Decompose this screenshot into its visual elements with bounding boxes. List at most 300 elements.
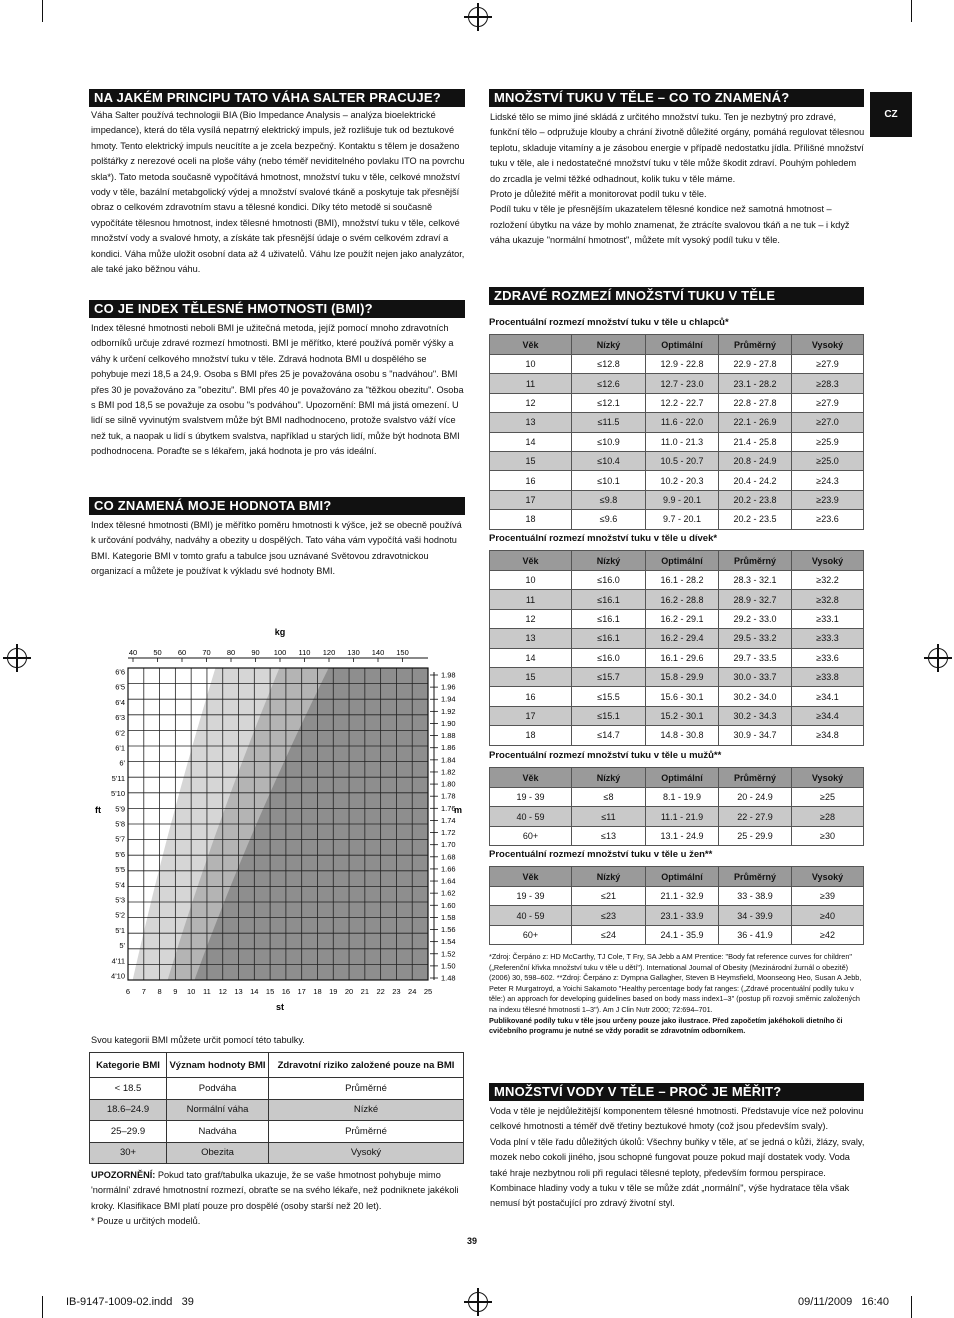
water-paragraph: Voda v těle je nejdůležitější komponentem tělesné hmotnosti. Představuje více než polovinu celkové hmotnosti a téměř dvě třetiny beztukové hmoty (což jsou především svaly).	[490, 1106, 864, 1132]
m-tick-label: 1.92	[441, 706, 456, 716]
table-cell: 30.2 - 34.3	[719, 706, 792, 725]
table-cell: 13	[490, 413, 572, 432]
table-cell: 29.5 - 33.2	[719, 629, 792, 648]
water-paragraph: Voda plní v těle řadu důležitých úkolů: Všechny buňky v těle, ať se jedná o kůži, žlázy, svaly, mozek nebo cokoli jiného, jsou schopné fungovat pouze pokud mají dostatek vody. Voda také hraje nezbytnou roli při regulaci tělesné teploty, především formou perspirace. Kombinace hladiny vody a tuku v těle se může zdát „normální", výše hydratace těla však nemusí být postačující pro zdravý životní styl.	[490, 1136, 865, 1209]
fat-table-header: Nízký	[572, 768, 646, 788]
table-cell: 22.9 - 27.8	[719, 355, 792, 374]
st-tick-label: 15	[265, 987, 275, 996]
fat-table-header: Optimální	[646, 867, 719, 887]
table-row	[90, 1142, 464, 1164]
fat-meaning-paragraph: Lidské tělo se mimo jiné skládá z určitého množství tuku. Ten je nezbytný pro zdravé, funkční tělo – odpružuje klouby a chrání životně důležité orgány, pomáhá regulovat tělesnou teplotu, skladuje vitamíny a je zásobou energie v případě nedostatku jídla. Přílišné množství tuku v těle, ale i nedostatečné množství tuku v těle může škodit zdraví. Pouhým pohledem do zrcadla je velmi těžké odhadnout, kolik tuku v těle máme.	[490, 112, 865, 184]
table-cell: ≥28	[792, 807, 864, 826]
fat-table-header: Vysoký	[792, 768, 864, 788]
table-cell: ≥23.9	[792, 490, 864, 509]
table-cell: 18	[490, 510, 572, 529]
page-number: 39	[467, 1236, 478, 1246]
ft-tick-label: 6'5	[115, 682, 125, 692]
ft-axis-title: ft	[95, 805, 101, 815]
table-cell: Průměrné	[269, 1078, 464, 1100]
section-title-my-bmi: CO ZNAMENÁ MOJE HODNOTA BMI?	[89, 497, 465, 515]
fat-table-header: Věk	[490, 551, 572, 571]
fat-table-header: Průměrný	[719, 867, 792, 887]
table-cell: 22.8 - 27.8	[719, 393, 792, 412]
table-cell: 30+	[90, 1142, 167, 1164]
table-cell: 22.1 - 26.9	[719, 413, 792, 432]
crop-mark	[42, 1296, 43, 1318]
table-cell: 18.6–24.9	[90, 1099, 167, 1121]
table-cell: Nízké	[269, 1099, 464, 1121]
table-cell: 8.1 - 19.9	[646, 788, 719, 807]
table-cell: 11	[490, 374, 572, 393]
bmi-table-intro: Svou kategorii BMI můžete určit pomocí této tabulky.	[91, 1035, 305, 1045]
table-cell: 29.7 - 33.5	[719, 648, 792, 667]
table-cell: 15.8 - 29.9	[646, 667, 719, 686]
table-cell: 17	[490, 706, 572, 725]
table-cell: 23.1 - 28.2	[719, 374, 792, 393]
st-tick-label: 21	[360, 987, 370, 996]
kg-tick-label: 150	[396, 648, 409, 657]
table-cell: 13	[490, 629, 572, 648]
ft-tick-label: 5'7	[115, 834, 125, 844]
kg-tick-label: 50	[153, 648, 162, 657]
table-row	[490, 393, 864, 412]
m-tick-label: 1.54	[441, 937, 456, 947]
table-cell: 9.9 - 20.1	[646, 490, 719, 509]
table-cell: 10.2 - 20.3	[646, 471, 719, 490]
m-tick-label: 1.64	[441, 876, 456, 886]
table-cell: 16.1 - 28.2	[646, 571, 719, 590]
ft-tick-label: 6'1	[115, 743, 125, 753]
table-row	[490, 451, 864, 470]
m-tick-label: 1.96	[441, 682, 456, 692]
table-cell: ≥39	[792, 887, 864, 906]
table-cell: 25 - 29.9	[719, 826, 792, 845]
table-cell: 12.9 - 22.8	[646, 355, 719, 374]
fat-table-header: Nízký	[572, 551, 646, 571]
table-cell: ≤15.7	[572, 667, 646, 686]
ft-tick-label: 4'11	[111, 956, 125, 966]
table-cell: 14	[490, 648, 572, 667]
table-row	[490, 887, 864, 906]
table-cell: ≥33.3	[792, 629, 864, 648]
table-cell: ≤16.1	[572, 609, 646, 628]
table-cell: ≤12.6	[572, 374, 646, 393]
women-fat-table	[489, 866, 864, 945]
table-cell: Normální váha	[167, 1099, 269, 1121]
ft-tick-label: 5'3	[115, 895, 125, 905]
water-text	[490, 1104, 866, 1212]
table-cell: 13.1 - 24.9	[646, 826, 719, 845]
table-cell: ≥32.2	[792, 571, 864, 590]
fat-table-header: Optimální	[646, 335, 719, 355]
m-tick-label: 1.84	[441, 755, 456, 765]
fat-table-header: Věk	[490, 335, 572, 355]
section-title-bmi-index: CO JE INDEX TĚLESNÉ HMOTNOSTI (BMI)?	[89, 300, 465, 318]
table-cell: 22 - 27.9	[719, 807, 792, 826]
ft-tick-label: 6'2	[115, 728, 125, 738]
st-tick-label: 18	[313, 987, 322, 996]
table-cell: ≤8	[572, 788, 646, 807]
m-tick-label: 1.86	[441, 743, 456, 753]
table-row	[90, 1121, 464, 1143]
table-cell: 14.8 - 30.8	[646, 726, 719, 745]
table-cell: ≥33.8	[792, 667, 864, 686]
m-tick-label: 1.48	[441, 973, 456, 983]
warning-body: Pokud tato graf/tabulka ukazuje, že se vaše hmotnost pohybuje mimo 'normální' zdravé hmotnostní rozmezí, obraťte se na svého lékaře, než podniknete jakékoli kroky. Klasifikace BMI platí pouze pro dospělé (osoby starší než 20 let).	[91, 1170, 459, 1211]
fat-table-header: Věk	[490, 867, 572, 887]
table-cell: 20.4 - 24.2	[719, 471, 792, 490]
section-title-fat-ranges: ZDRAVÉ ROZMEZÍ MNOŽSTVÍ TUKU V TĚLE	[489, 287, 864, 305]
table-row	[90, 1078, 464, 1100]
men-table-caption: Procentuální rozmezí množství tuku v těle u mužů**	[489, 750, 722, 761]
table-cell: 12	[490, 609, 572, 628]
table-cell: 34 - 39.9	[719, 906, 792, 925]
m-tick-label: 1.52	[441, 949, 456, 959]
boys-fat-table	[489, 334, 864, 530]
model-note: * Pouze u určitých modelů.	[91, 1216, 201, 1227]
language-tab: CZ	[870, 92, 912, 137]
bmi-index-text: Index tělesné hmotnosti neboli BMI je užitečná metoda, jejíž pomocí mnoho zdravotních odborníků určuje zdravé rozmezí hmotnosti. BMI je měřítko, které používá poměr výšky a váhy k určení celkového množství tuku v těle. Zdravá hodnota BMI u dospělého se pohybuje mezi 18,5 a 24,9. Osoba s BMI přes 25 je považována osobu s "nadváhou". BMI přes 30 je považováno za "obezitu". BMI přes 40 je považováno za "těžkou obezitu". Osoba s BMI pod 18,5 se považuje za osobu "s podváhou". Upozornění: BMI má jistá omezení. U lidí se silně vyvinutým svalstvem může být BMI nadhodnoceno, protože svalstvo váží více než tuk, a naopak u lidí s úbytkem svalstva, například u starých lidí, může být hodnota BMI podhodnocena. Poraďte se s lékařem, jaká hodnota je pro vás ideální.	[91, 323, 464, 457]
table-cell: ≥23.6	[792, 510, 864, 529]
table-cell: ≤16.1	[572, 590, 646, 609]
m-tick-label: 1.76	[441, 803, 456, 813]
table-cell: 10	[490, 355, 572, 374]
ft-tick-label: 5'4	[115, 880, 125, 890]
st-tick-label: 7	[141, 987, 146, 996]
table-cell: 29.2 - 33.0	[719, 609, 792, 628]
table-row	[490, 590, 864, 609]
table-cell: ≥25	[792, 788, 864, 807]
ft-tick-label: 4'10	[111, 971, 125, 981]
table-cell: ≤15.5	[572, 687, 646, 706]
table-cell: 40 - 59	[490, 807, 572, 826]
table-cell: Obezita	[167, 1142, 269, 1164]
table-cell: 30.9 - 34.7	[719, 726, 792, 745]
st-tick-label: 12	[218, 987, 227, 996]
fat-meaning-text	[490, 110, 866, 249]
kg-tick-label: 130	[347, 648, 360, 657]
table-row	[490, 629, 864, 648]
kg-tick-label: 80	[226, 648, 236, 657]
ft-tick-label: 5'10	[111, 789, 125, 799]
table-cell: 12	[490, 393, 572, 412]
table-cell: ≤24	[572, 925, 646, 944]
registration-mark-right	[928, 648, 948, 668]
table-cell: 15	[490, 451, 572, 470]
table-row	[490, 355, 864, 374]
table-cell: ≤11.5	[572, 413, 646, 432]
table-cell: ≤12.8	[572, 355, 646, 374]
fat-table-header: Vysoký	[792, 867, 864, 887]
table-cell: 17	[490, 490, 572, 509]
st-axis-title: st	[275, 1002, 285, 1012]
footer-datetime: 09/11/2009 16:40	[798, 1296, 889, 1308]
table-row	[490, 413, 864, 432]
table-cell: 30.0 - 33.7	[719, 667, 792, 686]
fat-table-header: Nízký	[572, 335, 646, 355]
table-cell: 24.1 - 35.9	[646, 925, 719, 944]
m-tick-label: 1.70	[441, 840, 456, 850]
table-cell: ≤21	[572, 887, 646, 906]
table-cell: 20.2 - 23.5	[719, 510, 792, 529]
table-cell: ≥27.0	[792, 413, 864, 432]
table-row	[490, 490, 864, 509]
fat-table-header: Vysoký	[792, 335, 864, 355]
fat-table-header: Optimální	[646, 551, 719, 571]
kg-tick-label: 120	[322, 648, 336, 657]
m-axis-title: m	[453, 805, 463, 815]
ft-tick-label: 6'3	[115, 713, 125, 723]
fat-table-header: Věk	[490, 768, 572, 788]
fat-meaning-paragraph: Podíl tuku v těle je přesnějším ukazatelem tělesné kondice než samotná hmotnost – rozložení úbytku na váze by mohlo znamenat, že ztrácíte svalovou tkáň a ne tuk – i když váha ukazuje "normální hmotnost", můžete mít vysoký podíl tuku v těle.	[490, 204, 850, 246]
m-tick-label: 1.68	[441, 852, 456, 862]
table-cell: < 18.5	[90, 1078, 167, 1100]
table-cell: 20.8 - 24.9	[719, 451, 792, 470]
kg-tick-label: 140	[371, 648, 385, 657]
st-tick-label: 6	[125, 987, 131, 996]
table-row	[490, 788, 864, 807]
table-row	[490, 706, 864, 725]
men-fat-table	[489, 767, 864, 846]
table-cell: 11.6 - 22.0	[646, 413, 719, 432]
table-row	[490, 807, 864, 826]
table-cell: ≥42	[792, 925, 864, 944]
fat-table-header: Optimální	[646, 768, 719, 788]
table-cell: ≥25.9	[792, 432, 864, 451]
warning-text	[91, 1168, 465, 1230]
table-row	[490, 687, 864, 706]
table-cell: ≤10.9	[572, 432, 646, 451]
table-cell: ≥24.3	[792, 471, 864, 490]
table-cell: 15	[490, 667, 572, 686]
st-tick-label: 16	[281, 987, 291, 996]
table-cell: 21.4 - 25.8	[719, 432, 792, 451]
table-cell: ≤10.1	[572, 471, 646, 490]
bmi-table-header: Zdravotní riziko založené pouze na BMI	[269, 1053, 464, 1078]
ft-tick-label: 6'6	[115, 667, 125, 677]
table-cell: 10	[490, 571, 572, 590]
table-row	[490, 432, 864, 451]
table-row	[490, 648, 864, 667]
table-cell: 28.3 - 32.1	[719, 571, 792, 590]
st-tick-label: 14	[250, 987, 259, 996]
table-cell: 30.2 - 34.0	[719, 687, 792, 706]
table-cell: Vysoký	[269, 1142, 464, 1164]
fat-table-header: Průměrný	[719, 551, 792, 571]
table-cell: 11.1 - 21.9	[646, 807, 719, 826]
my-bmi-text: Index tělesné hmotnosti (BMI) je měřítko poměru hmotnosti k výšce, jež se obecně používá k určování podváhy, nadváhy a obezity u dospělých. Tato váha vám vypočítá vaši hodnotu BMI. Kategorie BMI v tomto grafu a tabulce jsou uznávané Světovou zdravotnickou organizací a můžete je používat k výkladu své hodnoty BMI.	[91, 520, 462, 577]
m-tick-label: 1.90	[441, 718, 456, 728]
table-cell: ≤16.0	[572, 571, 646, 590]
table-cell: 23.1 - 33.9	[646, 906, 719, 925]
table-cell: 14	[490, 432, 572, 451]
m-tick-label: 1.78	[441, 791, 456, 801]
fat-table-header: Průměrný	[719, 768, 792, 788]
table-row	[490, 826, 864, 845]
table-cell: ≥32.8	[792, 590, 864, 609]
table-cell: 21.1 - 32.9	[646, 887, 719, 906]
warning-label: UPOZORNĚNÍ:	[91, 1170, 156, 1180]
crop-mark	[911, 1296, 912, 1318]
table-cell: 40 - 59	[490, 906, 572, 925]
bmi-category-table	[89, 1052, 464, 1164]
table-cell: ≤16.0	[572, 648, 646, 667]
table-cell: 9.7 - 20.1	[646, 510, 719, 529]
table-cell: ≤15.1	[572, 706, 646, 725]
table-cell: 10.5 - 20.7	[646, 451, 719, 470]
table-cell: ≤13	[572, 826, 646, 845]
table-cell: ≥27.9	[792, 355, 864, 374]
table-row	[490, 925, 864, 944]
footer-file: IB-9147-1009-02.indd 39	[66, 1296, 194, 1308]
table-row	[490, 374, 864, 393]
m-tick-label: 1.80	[441, 779, 456, 789]
fat-meaning-paragraph: Proto je důležité měřit a monitorovat podíl tuku v těle.	[490, 189, 707, 200]
references-disclaimer: Publikované podíly tuku v těle jsou určeny pouze jako ilustrace. Před započetím jakéhokoli dietního či cvičebního programu je nutné se vždy poradit se zdravotním odborníkem.	[489, 1015, 843, 1036]
ft-tick-label: 5'	[119, 941, 125, 951]
table-cell: Podváha	[167, 1078, 269, 1100]
table-cell: ≤11	[572, 807, 646, 826]
fat-table-header: Průměrný	[719, 335, 792, 355]
kg-tick-label: 100	[273, 648, 287, 657]
registration-mark-bottom	[468, 1292, 488, 1312]
st-tick-label: 25	[423, 987, 433, 996]
st-tick-label: 10	[186, 987, 196, 996]
table-cell: 11	[490, 590, 572, 609]
table-cell: ≥34.4	[792, 706, 864, 725]
table-cell: 15.2 - 30.1	[646, 706, 719, 725]
bmi-table-header: Význam hodnoty BMI	[167, 1053, 269, 1078]
table-cell: Nadváha	[167, 1121, 269, 1143]
st-tick-label: 11	[203, 987, 211, 996]
fat-table-header: Vysoký	[792, 551, 864, 571]
table-cell: ≥40	[792, 906, 864, 925]
ft-tick-label: 5'11	[111, 773, 125, 783]
table-cell: ≥28.3	[792, 374, 864, 393]
m-tick-label: 1.98	[441, 670, 456, 680]
table-cell: 36 - 41.9	[719, 925, 792, 944]
kg-tick-label: 90	[251, 648, 260, 657]
table-cell: 20.2 - 23.8	[719, 490, 792, 509]
table-cell: 60+	[490, 925, 572, 944]
table-cell: 16.2 - 29.4	[646, 629, 719, 648]
boys-table-caption: Procentuální rozmezí množství tuku v těle u chlapců*	[489, 317, 729, 328]
ft-tick-label: 5'6	[115, 849, 125, 859]
table-cell: ≤23	[572, 906, 646, 925]
principle-text: Váha Salter používá technologii BIA (Bio Impedance Analysis – analýza bioelektrické impedance), která do těla vysílá nepatrný elektrický impuls, jež rozlišuje tuk od beztukové hmoty. Tento elektrický impuls neucítíte a je zcela bezpečný. Kontaktu s tělem je dosaženo polštářky z nerezové oceli na ploše váhy (nebo téměř neviditelného povlaku ITO na povrchu skla*). Tato metoda současně vypočítává hmotnost, množství tuku v těle, celkové množství vody v těle, bazální metabgolický výdej a množství svalové tkáně a poskytuje tak přesnější obraz o celkovém zdravotním stavu a tělesné kondici. Díky této metodě si současně vypočítáte tělesnou hmotnost, index tělesné hmotnosti (BMI), množství tuku v těle, celkové množství vody a svalové hmoty, a získáte tak přesnější údaje o svém celkovém zdraví a kondici. Váha může uložit osobní data až 4 uživatelů. Váhu lze použít nejen jako analyzátor, ale také jako běžnou váhu.	[91, 110, 465, 275]
references-text: *Zdroj: Čerpáno z: HD McCarthy, TJ Cole, T Fry, SA Jebb a AM Prentice: "Body fat reference curves for children" („Referenční křivka množství tuku v těle u dětí"). International Journal of Obesity (Mezinárodní žurnál o obezitě) (2006) 30, 598–602. **Zdroj: Čerpáno z: Dympna Gallagher, Steven B Heymsfield, Moonseong Heo, Susan A Jebb, Peter R Murgatroyd, a Yoichi Sakamoto "Healthy percentage body fat ranges: („Zdravé procentuální podíly tuku v těle:) an approach for developing guidelines based on body mass index1–3" (postup při rozvoji směrnic založených na indexu tělesné hmotnosti 1–3"). Am J Clin Nutr 2000; 72:694–701.	[489, 952, 862, 1014]
st-tick-label: 20	[344, 987, 354, 996]
women-table-caption: Procentuální rozmezí množství tuku v těle u žen**	[489, 849, 713, 860]
section-title-fat-meaning: MNOŽSTVÍ TUKU V TĚLE – CO TO ZNAMENÁ?	[489, 89, 864, 107]
section-title-water: MNOŽSTVÍ VODY V TĚLE – PROČ JE MĚŘIT?	[489, 1083, 864, 1101]
table-cell: ≤10.4	[572, 451, 646, 470]
m-tick-label: 1.56	[441, 925, 456, 935]
table-cell: 18	[490, 726, 572, 745]
m-tick-label: 1.60	[441, 900, 456, 910]
ft-tick-label: 6'4	[115, 697, 125, 707]
table-cell: ≥33.6	[792, 648, 864, 667]
st-tick-label: 22	[376, 987, 385, 996]
table-cell: 60+	[490, 826, 572, 845]
crop-mark	[911, 0, 912, 22]
fat-table-header: Nízký	[572, 867, 646, 887]
table-cell: ≥34.8	[792, 726, 864, 745]
table-row	[490, 510, 864, 529]
table-cell: 16	[490, 687, 572, 706]
m-tick-label: 1.94	[441, 694, 456, 704]
table-cell: 16.1 - 29.6	[646, 648, 719, 667]
m-tick-label: 1.58	[441, 912, 456, 922]
m-tick-label: 1.72	[441, 828, 456, 838]
table-cell: ≤12.1	[572, 393, 646, 412]
kg-axis-title: kg	[274, 627, 286, 637]
table-row	[490, 609, 864, 628]
section-title-principle: NA JAKÉM PRINCIPU TATO VÁHA SALTER PRACUJE?	[89, 89, 465, 107]
ft-tick-label: 5'1	[115, 925, 125, 935]
table-cell: 12.7 - 23.0	[646, 374, 719, 393]
m-tick-label: 1.88	[441, 731, 456, 741]
kg-tick-label: 70	[202, 648, 211, 657]
table-cell: Průměrné	[269, 1121, 464, 1143]
table-cell: ≥33.1	[792, 609, 864, 628]
table-row	[490, 906, 864, 925]
table-cell: 16.2 - 29.1	[646, 609, 719, 628]
table-cell: 19 - 39	[490, 788, 572, 807]
table-cell: ≥34.1	[792, 687, 864, 706]
m-tick-label: 1.74	[441, 815, 456, 825]
ft-tick-label: 5'5	[115, 865, 125, 875]
table-cell: 12.2 - 22.7	[646, 393, 719, 412]
table-cell: ≥30	[792, 826, 864, 845]
st-tick-label: 19	[329, 987, 338, 996]
st-tick-label: 13	[234, 987, 243, 996]
st-tick-label: 24	[408, 987, 417, 996]
table-cell: 15.6 - 30.1	[646, 687, 719, 706]
st-tick-label: 17	[297, 987, 306, 996]
table-cell: ≤9.8	[572, 490, 646, 509]
registration-mark-left	[7, 648, 27, 668]
ft-tick-label: 5'8	[115, 819, 125, 829]
table-cell: 11.0 - 21.3	[646, 432, 719, 451]
table-cell: ≥27.9	[792, 393, 864, 412]
girls-fat-table	[489, 550, 864, 746]
ft-tick-label: 5'9	[115, 804, 125, 814]
table-cell: 33 - 38.9	[719, 887, 792, 906]
table-cell: 28.9 - 32.7	[719, 590, 792, 609]
table-row	[490, 571, 864, 590]
st-tick-label: 9	[173, 987, 178, 996]
references	[489, 952, 863, 1037]
kg-tick-label: 60	[177, 648, 187, 657]
ft-tick-label: 5'2	[115, 910, 125, 920]
bmi-table-header: Kategorie BMI	[90, 1053, 167, 1078]
table-cell: ≤9.6	[572, 510, 646, 529]
kg-tick-label: 110	[298, 648, 311, 657]
table-cell: ≤14.7	[572, 726, 646, 745]
girls-table-caption: Procentuální rozmezí množství tuku v těle u dívek*	[489, 533, 718, 544]
m-tick-label: 1.82	[441, 767, 456, 777]
table-cell: 19 - 39	[490, 887, 572, 906]
m-tick-label: 1.50	[441, 961, 456, 971]
table-cell: 20 - 24.9	[719, 788, 792, 807]
st-tick-label: 23	[392, 987, 401, 996]
table-cell: 16.2 - 28.8	[646, 590, 719, 609]
table-cell: ≥25.0	[792, 451, 864, 470]
table-cell: 25–29.9	[90, 1121, 167, 1143]
kg-tick-label: 40	[128, 648, 138, 657]
table-cell: 16	[490, 471, 572, 490]
